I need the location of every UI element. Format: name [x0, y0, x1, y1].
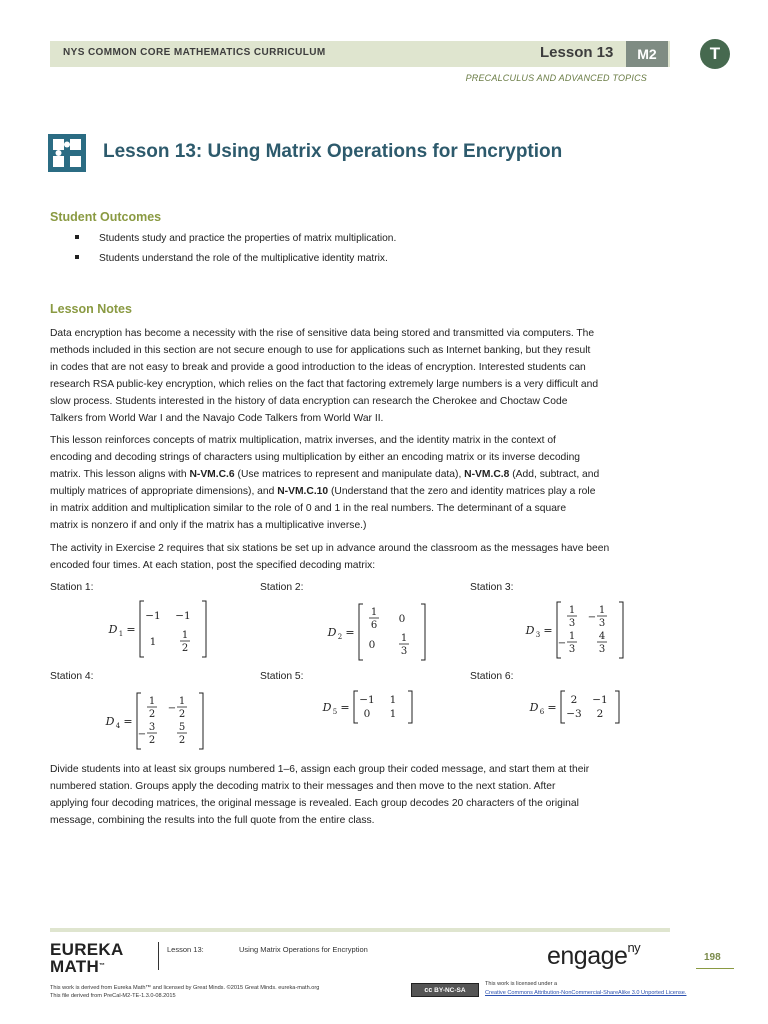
fraction [567, 605, 577, 629]
standard-code: N-VM.C.8 [464, 469, 510, 480]
fraction-numerator: 1 [148, 696, 156, 707]
notes-paragraph-2: This lesson reinforces concepts of matrix multiplication, matrix inverses, and the identity matrix in the context of encoding and decoding strings of characters using multiplication by either an encoding matrix or its inverse decoding matrix. This lesson aligns with N-VM.C.6 (Use matrices to represent and manipulate data), N-VM.C.8 (Add, subtract, and multiply matrices of appropriate dimensions), and N-VM.C.10 (Understand that the zero and identity matrices play a role in matrix addition and multiplication similar to the role of 0 and 1 in the real numbers. The determinant of a square matrix is nonzero if and only if the matrix has a multiplicative inverse.) [50, 435, 600, 531]
right-bracket [615, 691, 619, 723]
left-bracket [140, 601, 144, 657]
matrix-svg [523, 601, 627, 659]
fraction-denominator: 3 [400, 646, 408, 657]
matrix-body [359, 694, 396, 720]
fraction-numerator: 1 [178, 696, 186, 707]
matrix-subscript: 4 [115, 722, 121, 730]
notes-paragraph-1: Data encryption has become a necessity with the rise of sensitive data being stored and transmitted via computers. The methods included in this section are not secure enough to use for applications such as Internet banking, but they result in codes that are not easy to break and provide a good introduction to the ideas of encryption. Interested students can research RSA public-key encryption, which relies on the fact that factoring extremely large numbers is a very difficult and slow process. Students interested in the history of data encryption can research the Cherokee and Choctaw Code Talkers from World War I and the Navajo Code Talkers from World War II. [50, 328, 599, 424]
teacher-badge: T [700, 39, 730, 69]
matrix-body [138, 696, 187, 746]
station-label: Station 2: [260, 582, 304, 593]
matrix-label [529, 701, 557, 716]
license-link[interactable]: Creative Commons Attribution-NonCommercial-ShareAlike 3.0 Unported License. [485, 990, 687, 996]
matrix-label [327, 626, 355, 641]
engageny-logo: engage$^{ny}$ [547, 940, 641, 970]
right-bracket [199, 693, 203, 749]
left-bracket [557, 602, 561, 658]
matrix-entry: 0 [368, 639, 376, 651]
module-badge: M2 [626, 41, 668, 67]
matrix-entry: −1 [145, 610, 161, 622]
decoding-matrix [325, 603, 429, 666]
fraction [147, 696, 157, 720]
matrix-entry: 2 [596, 708, 604, 720]
fraction-denominator: 2 [178, 735, 186, 746]
outcome-item: Students study and practice the properties of matrix multiplication. [75, 233, 396, 244]
derived-notice: This work is derived from Eureka Math™ and licensed by Great Minds. ©2015 Great Minds. eureka-math.org [50, 985, 320, 991]
matrix-entry: 2 [570, 694, 578, 706]
matrix-name: D [529, 701, 539, 714]
matrix-entry: 0 [398, 613, 406, 625]
decoding-matrix [527, 690, 623, 729]
matrix-name: D [108, 623, 118, 636]
matrix-label [525, 624, 553, 639]
left-bracket [137, 693, 141, 749]
matrix-name: D [327, 626, 337, 639]
matrix-svg [320, 690, 416, 724]
fraction [180, 630, 190, 654]
matrix-entry: 1 [149, 636, 157, 648]
fraction-denominator: 3 [568, 618, 576, 629]
matrix-svg [527, 690, 623, 724]
file-notice: This file derived from PreCal-M2-TE-1.3.0-08.2015 [50, 993, 176, 999]
matrix-entry: −3 [566, 708, 582, 720]
right-bracket [421, 604, 425, 660]
equals-sign: = [340, 701, 350, 714]
station-label: Station 5: [260, 671, 304, 682]
matrix-body [566, 694, 607, 720]
decoding-matrix [523, 601, 627, 664]
page-number-rule [696, 968, 734, 969]
fraction-numerator: 1 [181, 630, 189, 641]
decoding-matrix [320, 690, 416, 729]
matrix-body [369, 607, 409, 657]
station-label: Station 1: [50, 582, 94, 593]
minus-sign: − [167, 703, 177, 714]
course-name: PRECALCULUS AND ADVANCED TOPICS [465, 73, 647, 83]
minus-sign: − [137, 729, 147, 740]
matrix-name: D [322, 701, 332, 714]
matrix-subscript: 2 [337, 633, 343, 641]
matrix-subscript: 5 [332, 708, 338, 716]
fraction-denominator: 2 [148, 709, 156, 720]
closing-paragraph: Divide students into at least six groups numbered 1–6, assign each group their coded message, and start them at their numbered station. Groups apply the decoding matrix to their messages and then move to the next station. After applying four decoding matrices, the original message is revealed. Each group decodes 20 characters of the original message, combining the results into the full quote from the entire class. [50, 764, 590, 826]
fraction [399, 633, 409, 657]
fraction-denominator: 3 [568, 644, 576, 655]
standard-code: N-VM.C.6 [189, 469, 235, 480]
station-label: Station 4: [50, 671, 94, 682]
station-label: Station 3: [470, 582, 514, 593]
fraction-denominator: 2 [148, 735, 156, 746]
right-bracket [408, 691, 412, 723]
notes-paragraph-3: The activity in Exercise 2 requires that six stations be set up in advance around the classroom as the messages have been encoded four times. At each station, post the specified decoding matrix: [50, 543, 610, 571]
fraction-denominator: 2 [181, 643, 189, 654]
creative-commons-icon: cc BY-NC-SA [411, 983, 479, 997]
left-bracket [359, 604, 363, 660]
matrix-entry: −1 [359, 694, 375, 706]
fraction-numerator: 3 [148, 722, 156, 733]
minus-sign: − [557, 638, 567, 649]
fraction [597, 631, 607, 655]
fraction [168, 696, 187, 720]
matrix-svg [106, 600, 210, 658]
minus-sign: − [587, 612, 597, 623]
license-notice: This work is licensed under a [485, 981, 558, 987]
equals-sign: = [123, 715, 133, 728]
equals-sign: = [543, 624, 553, 637]
matrix-entry: 1 [389, 708, 397, 720]
matrix-svg [103, 692, 207, 750]
equals-sign: = [547, 701, 557, 714]
notes-heading: Lesson Notes [50, 302, 132, 316]
fraction-denominator: 3 [598, 644, 606, 655]
matrix-body [145, 610, 190, 654]
fraction-numerator: 1 [400, 633, 408, 644]
lesson-number: Lesson 13 [540, 44, 614, 61]
matrix-entry: 1 [389, 694, 397, 706]
matrix-entry: −1 [175, 610, 191, 622]
decoding-matrix [106, 600, 210, 663]
fraction-denominator: 6 [370, 620, 378, 631]
fraction [369, 607, 379, 631]
standard-code: N-VM.C.10 [277, 486, 329, 497]
outcomes-heading: Student Outcomes [50, 210, 162, 224]
equals-sign: = [126, 623, 136, 636]
page-number: 198 [704, 952, 721, 963]
matrix-subscript: 6 [539, 708, 545, 716]
decoding-matrix [103, 692, 207, 755]
footer-bar [50, 928, 670, 932]
equals-sign: = [345, 626, 355, 639]
matrix-label [105, 715, 133, 730]
fraction-denominator: 2 [178, 709, 186, 720]
fraction-numerator: 5 [178, 722, 186, 733]
fraction-numerator: 1 [598, 605, 606, 616]
curriculum-title: NYS COMMON CORE MATHEMATICS CURRICULUM [63, 47, 326, 58]
eureka-math-logo: EUREKA MATH™ [50, 940, 124, 976]
matrix-name: D [105, 715, 115, 728]
fraction-numerator: 1 [568, 631, 576, 642]
fraction-numerator: 4 [598, 631, 606, 642]
fraction-numerator: 1 [568, 605, 576, 616]
fraction [138, 722, 157, 746]
matrix-label [322, 701, 350, 716]
fraction [588, 605, 607, 629]
fraction-denominator: 3 [598, 618, 606, 629]
footer-lesson-label: Lesson 13: [167, 945, 204, 954]
matrix-label [108, 623, 136, 638]
right-bracket [202, 601, 206, 657]
page-title: Lesson 13: Using Matrix Operations for Encryption [103, 141, 563, 162]
fraction-numerator: 1 [370, 607, 378, 618]
matrix-subscript: 1 [118, 630, 124, 638]
lesson-puzzle-icon [48, 134, 86, 172]
matrix-entry: −1 [592, 694, 608, 706]
left-bracket [561, 691, 565, 723]
fraction [558, 631, 577, 655]
matrix-name: D [525, 624, 535, 637]
outcome-item: Students understand the role of the multiplicative identity matrix. [75, 253, 388, 264]
left-bracket [354, 691, 358, 723]
matrix-subscript: 3 [535, 631, 541, 639]
footer-divider [158, 942, 159, 970]
fraction [177, 722, 187, 746]
matrix-entry: 0 [363, 708, 371, 720]
footer-lesson-title: Using Matrix Operations for Encryption [239, 945, 368, 954]
matrix-svg [325, 603, 429, 661]
right-bracket [619, 602, 623, 658]
station-label: Station 6: [470, 671, 514, 682]
matrix-body [558, 605, 607, 655]
